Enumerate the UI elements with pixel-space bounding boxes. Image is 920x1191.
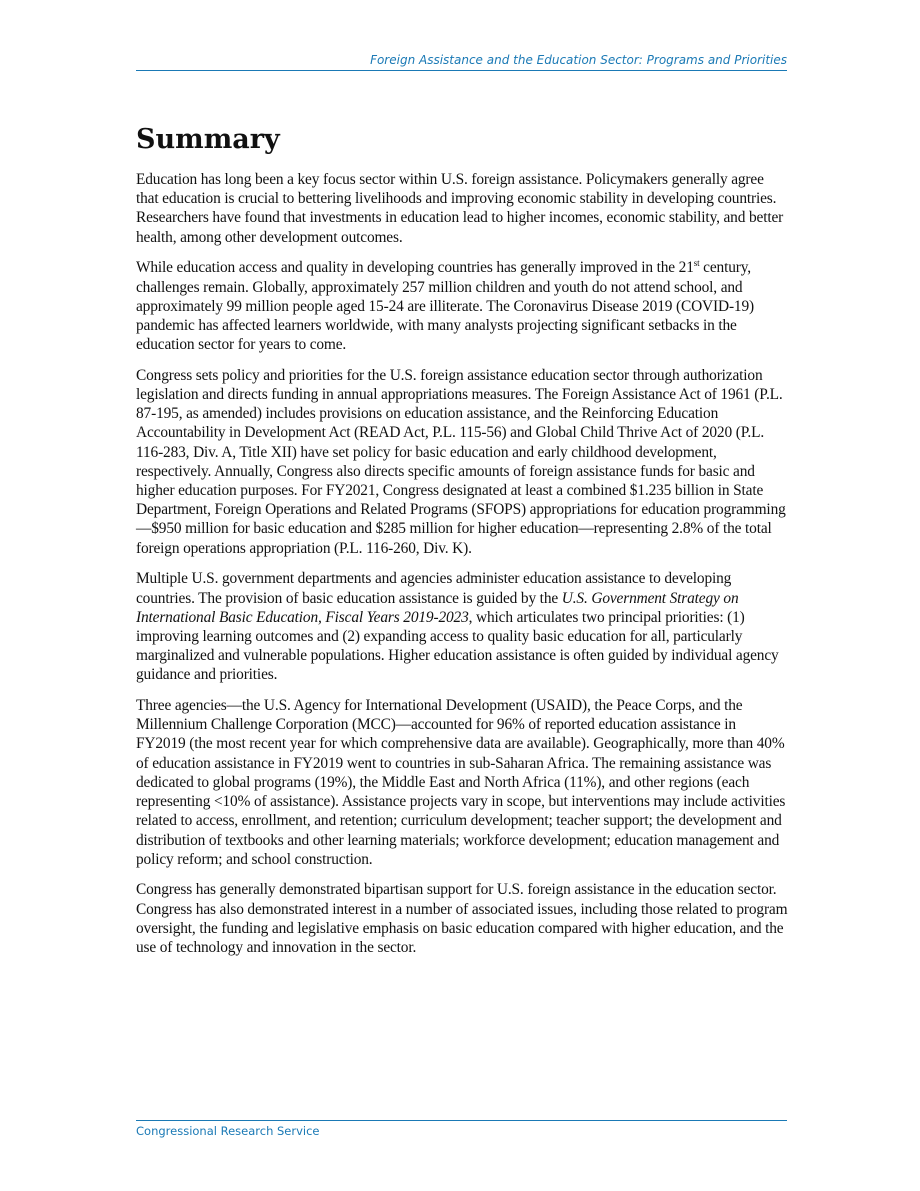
summary-paragraph-4 — [136, 569, 788, 684]
page-title: Summary — [136, 124, 280, 155]
summary-paragraph-5: Three agencies—the U.S. Agency for International Development (USAID), the Peace Corps, and the Millennium Challenge Corporation (MCC)—accounted for 96% of reported education assistance in FY2019 (the most recent year for which comprehensive data are available). Geographically, more than 40% of education assistance in FY2019 went to countries in sub-Saharan Africa. The remaining assistance was dedicated to global programs (19%), the Middle East and North Africa (11%), and other regions (each representing <10% of assistance). Assistance projects vary in scope, but interventions may include activities related to access, enrollment, and retention; curriculum development; teacher support; the development and distribution of textbooks and other learning materials; workforce development; education management and policy reform; and school construction. — [136, 697, 786, 868]
running-header — [136, 52, 787, 71]
summary-paragraph-6: Congress has generally demonstrated bipartisan support for U.S. foreign assistance in the education sector. Congress has also demonstrated interest in a number of associated issues, including those related to program oversight, the funding and legislative emphasis on basic education compared with higher education, and the use of technology and innovation in the sector. — [136, 881, 788, 957]
ordinal-superscript: st — [693, 258, 700, 269]
running-footer — [136, 1120, 787, 1138]
summary-paragraph-3: Congress sets policy and priorities for the U.S. foreign assistance education sector through authorization legislation and directs funding in annual appropriations measures. The Foreign Assistance Act of 1961 (P.L. 87-195, as amended) includes provisions on education assistance, and the Reinforcing Education Accountability in Development Act (READ Act, P.L. 115-56) and Global Child Thrive Act of 2020 (P.L. 116-283, Div. A, Title XII) have set policy for basic education and early childhood development, respectively. Annually, Congress also directs specific amounts of foreign assistance funds for basic and higher education purposes. For FY2021, Congress designated at least a combined $1.235 billion in State Department, Foreign Operations and Related Programs (SFOPS) appropriations for education programming—$950 million for basic education and $285 million for higher education—representing 2.8% of the total foreign operations appropriation (P.L. 116-260, Div. K). — [136, 366, 786, 557]
running-header-title: Foreign Assistance and the Education Sector: Programs and Priorities — [370, 53, 787, 67]
summary-paragraph-1: Education has long been a key focus sector within U.S. foreign assistance. Policymakers generally agree that education is crucial to bettering livelihoods and improving economic stability in developing countries. Researchers have found that investments in education lead to higher incomes, economic stability, and better health, among other development outcomes. — [136, 171, 784, 246]
paragraph-2-text-b: century, challenges remain. Globally, approximately 257 million children and youth do not attend school, and approximately 99 million people aged 15-24 are illiterate. The Coronavirus Disease 2019 (COVID-19) pandemic has affected learners worldwide, with many analysts projecting significant setbacks in the education sector for years to come. — [136, 259, 754, 354]
paragraph-4-text-a: Multiple U.S. government departments and agencies administer education assistance to developing countries. The provision of basic education assistance is guided by the — [136, 570, 732, 607]
summary-paragraph-2 — [136, 258, 788, 354]
footer-source: Congressional Research Service — [136, 1124, 320, 1138]
summary-section — [136, 120, 788, 969]
paragraph-2-text-a: While education access and quality in developing countries has generally improved in the 21 — [136, 259, 694, 277]
paragraph-4-text-b: , which articulates two principal priorities: (1) improving learning outcomes and (2) expanding access to quality basic education for all, particularly marginalized and vulnerable populations. Higher education assistance is often guided by individual agency guidance and priorities. — [136, 608, 779, 684]
strategy-title: U.S. Government Strategy on International Basic Education, Fiscal Years 2019-2023 — [136, 589, 739, 626]
